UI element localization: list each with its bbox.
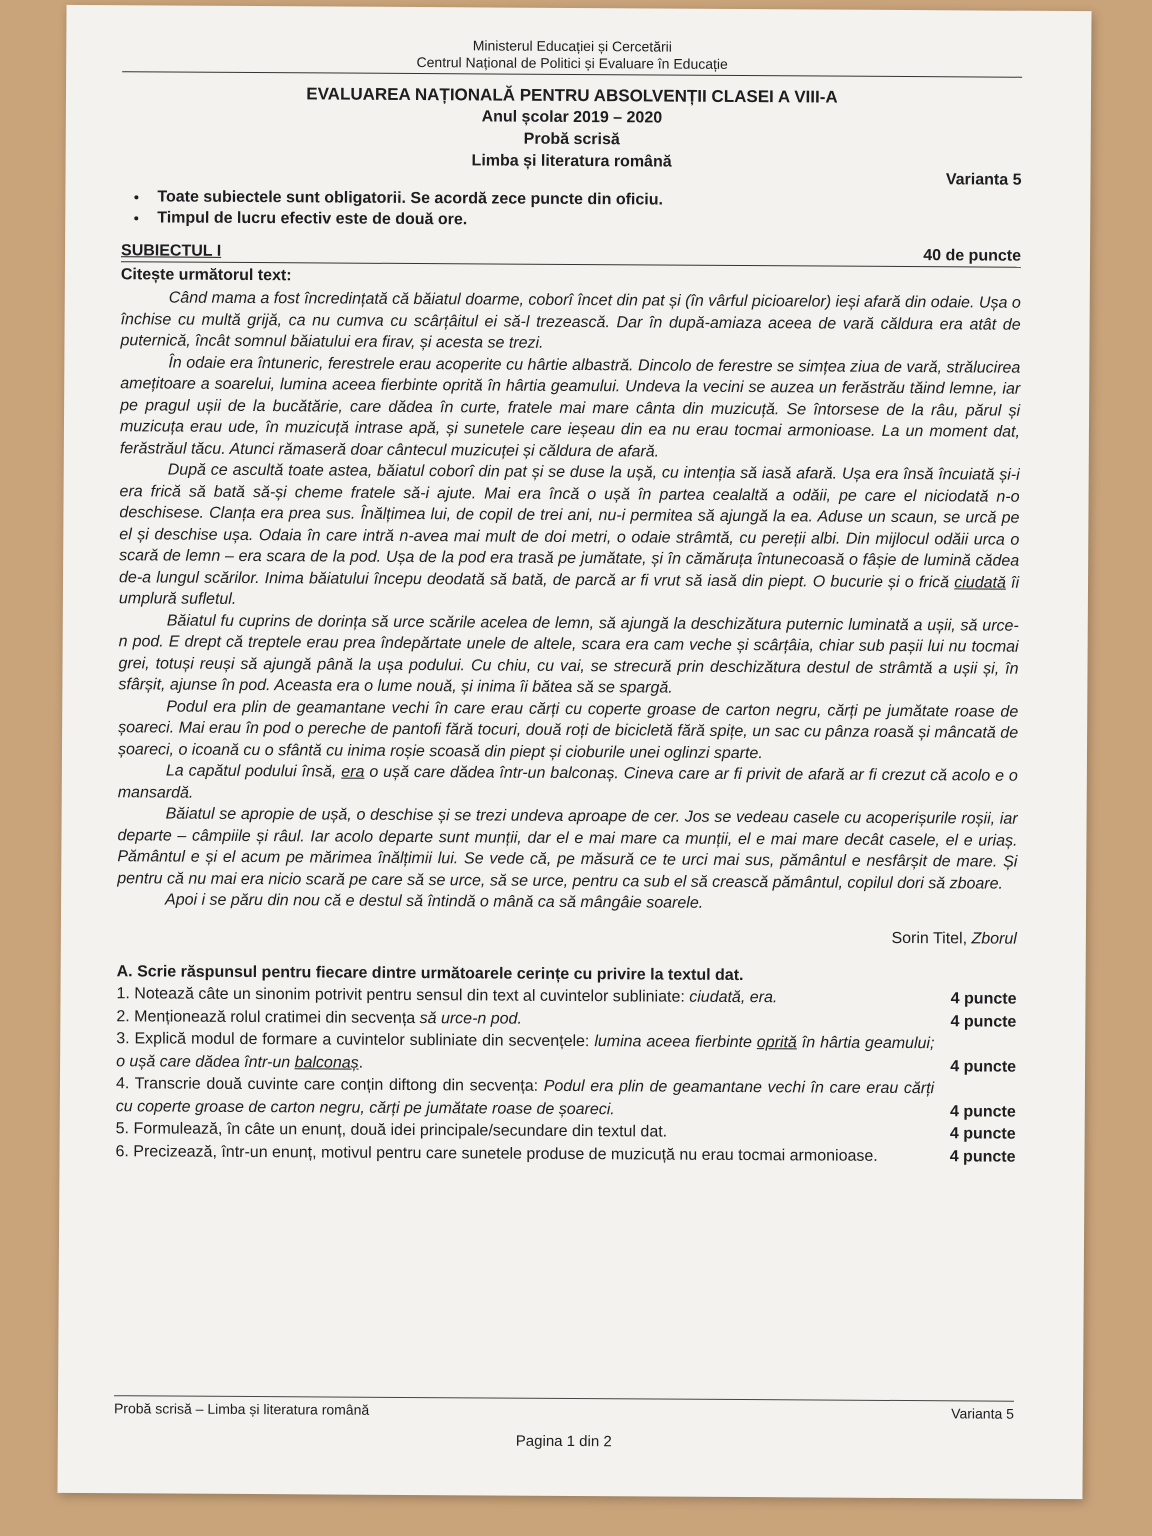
subject-label: SUBIECTUL I (121, 242, 222, 260)
passage-paragraph: În odaie era întuneric, ferestrele erau acoperite cu hârtie albastră. Dincolo de ferestre se simțea ziua de vară, strălucirea amețitoare a soarelui, lumina aceea fierbinte oprită în hârtia geamului. Undeva la vecini se auzea un ferăstrău tăind lemne, iar pe pragul ușii de la bucătărie, care dădea în curte, fratele mai mare cânta din muzicuță. Se întorsese de la râu, părul și muzicuța erau ude, în muzicuță intrase apă, și sunetele care ieșeau din ea nu erau tocmai armonioase. La un moment dat, ferăstrăul tăcu. Atunci rămaseră doar cântecul muzicuței și căldura de afară. (119, 354, 1021, 461)
task-instruction: 1. Notează câte un sinonim potrivit pentru sensul din text al cuvintelor subliniate: (116, 985, 690, 1006)
task-points: 4 puncte (950, 1012, 1017, 1031)
source-author: Sorin Titel, (891, 929, 972, 947)
task-points: 4 puncte (949, 1147, 1016, 1166)
task-points: 4 puncte (950, 990, 1017, 1008)
page-footer (114, 1393, 1014, 1452)
source-work: Zborul (971, 929, 1017, 948)
task-points: 4 puncte (949, 1102, 1016, 1121)
task-points: 4 puncte (950, 1057, 1017, 1076)
quote-part: . (358, 1054, 364, 1072)
task-item (115, 1141, 1015, 1169)
underlined-word: oprită (756, 1034, 797, 1052)
reading-passage (117, 287, 1021, 916)
underlined-word: ciudată (954, 573, 1006, 592)
page-content (115, 35, 1022, 1168)
text-source (117, 925, 1017, 948)
underlined-word: era (341, 763, 365, 781)
paragraph-text: îi umplură sufletul. (118, 574, 1020, 608)
task-text (116, 1028, 934, 1078)
task-instruction: 4. Transcrie două cuvinte care conțin diftong din secvența: (115, 1075, 544, 1095)
section-a (115, 961, 1016, 1169)
footer-row (114, 1400, 1014, 1421)
ministry-name: Ministerul Educației și Cercetării (472, 37, 672, 55)
quote-part: lumina aceea fierbinte (594, 1033, 757, 1052)
task-instruction: 2. Menționează rolul cratimei din secvența (116, 1007, 420, 1027)
passage-paragraph (118, 760, 1018, 808)
rule-item: • Timpul de lucru efectiv este de două ore. (149, 207, 1021, 233)
passage-paragraph (119, 459, 1020, 615)
task-quote: să urce-n pod. (419, 1009, 522, 1028)
test-type: Probă scrisă (523, 130, 620, 149)
task-instruction: 3. Explică modul de formare a cuvintelor subliniate din secvențele: (116, 1030, 595, 1051)
subject-points: 40 de puncte (923, 247, 1022, 265)
task-quote: Podul era plin de geamantane vechi în care erau cărți cu coperte groase de carton negru, cărți pe jumătate roase de șoareci. (115, 1077, 935, 1118)
task-quote: ciudată, era. (689, 988, 778, 1007)
task-text: 6. Precizează, într-un enunț, motivul pentru care sunetele produse de muzicuță nu erau tocmai armonioase. (115, 1142, 878, 1165)
quote-part: în hârtia geamului; o ușă care dădea într-un (116, 1034, 935, 1071)
paragraph-text: o ușă care dădea într-un balconaș. Cineva care ar fi privit de afară ar fi crezut că acolo e o mansardă. (117, 763, 1018, 802)
task-text: 5. Formulează, în câte un enunț, două idei principale/secundare din textul dat. (115, 1120, 668, 1141)
task-text (116, 1073, 934, 1123)
rules-list (121, 186, 1021, 233)
subject-header (121, 242, 1021, 267)
paragraph-text: La capătul podului însă, (165, 762, 342, 781)
footer-subject: Probă scrisă – Limba și literatura română (113, 1400, 370, 1418)
passage-paragraph: Când mama a fost încredințată că băiatul doarme, coborî încet din pat și (în vârful picioarelor) ieși afară din odaie. Ușa o închise cu multă grijă, ca nu cumva cu scârțâitul ei să-l trezească. Dar în după-amiaza aceea de vară căldura era atât de puternică, încât somnul băiatului era firav, și acesta se trezi. (120, 289, 1021, 352)
section-a-title: A. Scrie răspunsul pentru fiecare dintre următoarele cerințe cu privire la textul dat. (116, 962, 744, 984)
passage-paragraph: Apoi i se păru din nou că e destul să întindă o mână ca să mângâie soarele. (165, 891, 704, 912)
exam-sheet (57, 5, 1091, 1499)
title-block (122, 82, 1023, 174)
rule-item: • Toate subiectele sunt obligatorii. Se acordă zece puncte din oficiu. (149, 186, 1021, 212)
passage-paragraph: Podul era plin de geamantane vechi în care erau cărți cu coperte groase de carton negru, cărți pe jumătate roase de șoareci. Mai erau în pod o pereche de pantofi fără tocuri, două roți de bicicletă fără spițe, un sac cu pânza roasă și mâncată de șoareci, o icoană cu o sfântă cu inima roșie scoasă din piept și cioburile unei oglinzi sparte. (117, 698, 1019, 762)
variant-label: Varianta 5 (945, 171, 1022, 189)
subject-name: Limba și literatura română (471, 152, 672, 171)
header (122, 35, 1022, 74)
footer-variant: Varianta 5 (951, 1405, 1015, 1422)
task-item (116, 1028, 1016, 1078)
read-instruction: Citește următorul text: (120, 266, 292, 285)
passage-paragraph: Băiatul se apropie de ușă, o deschise și se trezi undeva aproape de cer. Jos se vedeau casele cu acoperișurile roșii, iar departe – câmpiile și râul. Iar acolo departe sunt munții, dar el e mai mare ca munții, el e mai mare decât casele, el e uriaș. Pământul e și el acum pe mărimea înălțimii lui. Se vede că, pe măsură ce te urci mai sus, pământul e nesfârșit de mare. Și pentru că nu mai era nicio scară pe care să se urce, să se urce, pentru ca sub el să crească pământul, copilul dori să zboare. (117, 805, 1018, 893)
school-year: Anul școlar 2019 – 2020 (481, 108, 663, 127)
underlined-word: balconaș (294, 1053, 359, 1072)
task-points: 4 puncte (949, 1125, 1016, 1143)
task-item (116, 1073, 1016, 1123)
page-number: Pagina 1 din 2 (515, 1432, 612, 1451)
center-name: Centrul Național de Politici și Evaluare în Educație (416, 54, 728, 72)
passage-paragraph: Băiatul fu cuprins de dorința să urce scările acelea de lemn, să ajungă la deschizătura puternic luminată a ușii, să urce-n pod. E drept că treptele erau prea îndepărtate unele de altele, scara era cam veche și scârțâia, chiar sub pașii lui nu tocmai grei, totuși reuși să ajungă până la ușa podului. Cu chiu, cu vai, se strecură prin deschizătura destul de strâmtă a ușii și, în sfârșit, ajunse în pod. Aceasta era o lume nouă, și inima îi bătea să se spargă. (118, 612, 1019, 697)
paragraph-text: După ce ascultă toate astea, băiatul coborî din pat și se duse la ușă, cu intenția să iasă afară. Ușa era însă încuiată și-i era frică să bată să-și cheme fratele să-i ajute. Mai era încă o ușă în partea cealaltă a odăii, pe care el niciodată n-o deschisese. Clanța era prea sus. Înălțimea lui, de copil de trei ani, nu-i permitea să ajungă la ea. Aduse un scaun, se urcă pe el și deschise ușa. Odaia în care intră n-avea mai mult de doi metri, o odaie strâmtă, cu pereții albi. Din mijlocul odăii urca o scară de lemn – era scara de la pod. Ușa de la pod era trasă pe jumătate, și în cămăruța întunecoasă o fâșie de lumină cădea de-a lungul scărilor. Inima băiatului începu deodată să bată, de parcă ar fi vrut să iasă din piept. O bucurie și o frică (119, 461, 1020, 591)
exam-title: EVALUAREA NAȚIONALĂ PENTRU ABSOLVENȚII CLASEI A VIII-A (306, 84, 838, 107)
